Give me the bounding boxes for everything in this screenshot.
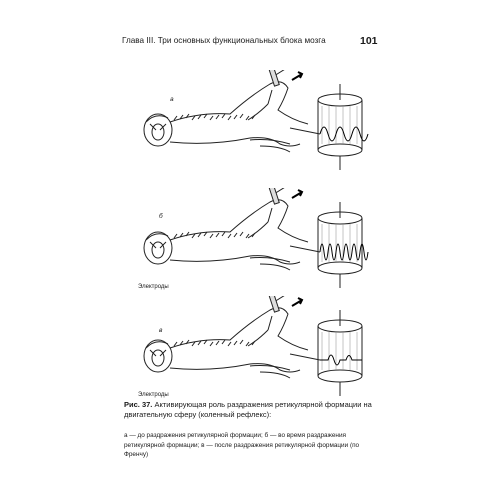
figure-b-illustration bbox=[140, 188, 380, 293]
caption-text: Активирующая роль раздражения ретикулярной формации на двигательную сферу (коленный рефлекс): bbox=[124, 400, 372, 419]
caption-note: а — до раздражения ретикулярной формации; б — во время раздражения ретикулярной формации; в — после раздражения ретикулярной формации (по Френчу) bbox=[124, 432, 360, 458]
cat-drawing bbox=[144, 296, 362, 396]
caption-label: Рис. 37. bbox=[124, 400, 153, 409]
cat-drawing bbox=[144, 70, 368, 170]
figure-caption bbox=[124, 400, 374, 420]
page-number: 101 bbox=[360, 35, 378, 47]
figure-a-illustration bbox=[140, 70, 380, 175]
figure-a-letter: а bbox=[170, 96, 174, 103]
running-header: Глава III. Три основных функциональных блока мозга bbox=[122, 36, 326, 45]
figure-b-letter: б bbox=[159, 213, 163, 220]
figure-c-electrode-label: Электроды bbox=[138, 392, 169, 398]
figure-b-electrode-label: Электроды bbox=[138, 284, 169, 290]
cat-drawing bbox=[144, 188, 368, 288]
figure-c-letter: в bbox=[159, 327, 163, 334]
figure-c-illustration bbox=[140, 296, 380, 396]
